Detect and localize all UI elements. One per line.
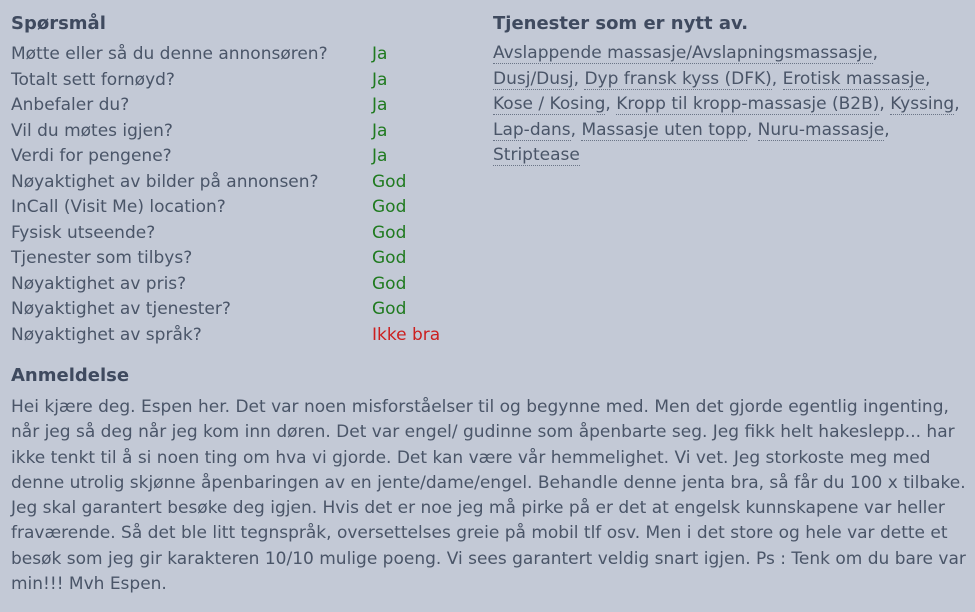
question-label: Tjenester som tilbys? bbox=[11, 248, 193, 268]
service-link[interactable]: Striptease bbox=[493, 145, 580, 165]
question-row bbox=[11, 323, 481, 349]
answer-value: God bbox=[372, 222, 407, 243]
question-label: Fysisk utseende? bbox=[11, 222, 156, 243]
question-label: Vil du møtes igjen? bbox=[11, 120, 173, 141]
review-text: Hei kjære deg. Espen her. Det var noen misforståelser til og begynne med. Men det gjorde egentlig ingenting, når jeg så deg når jeg kom inn døren. Det var engel/ gudinne som åpenbarte seg. Jeg fikk helt hakeslepp... har ikke tenkt til å si noen ting om hva vi gjorde. Det kan være vår hemmelighet. Vi vet. Jeg storkoste meg med denne utrolig skjønne åpenbaringen av en jente/dame/engel. Behandle denne jenta bra, så får du 100 x tilbake. Jeg skal garantert besøke deg igjen. Hvis det er noe jeg må pirke på er det at engelsk kunnskapene var heller fraværende. Så det ble litt tegnspråk, oversettelses greie på mobil tlf osv. Men i det store og hele var dette et besøk som jeg gir karakteren 10/10 mulige poeng. Vi sees garantert veldig snart igjen. Ps : Tenk om du bare var min!!! Mvh Espen. bbox=[11, 397, 966, 595]
services-heading: Tjenester som er nytt av. bbox=[493, 13, 749, 34]
service-link[interactable]: Kropp til kropp-massasje (B2B) bbox=[616, 94, 880, 114]
service-link[interactable]: Dusj/Dusj bbox=[493, 68, 574, 89]
question-label: Totalt sett fornøyd? bbox=[11, 69, 175, 90]
answer-value: Ja bbox=[372, 95, 388, 115]
question-label: Anbefaler du? bbox=[11, 95, 130, 115]
question-row bbox=[11, 246, 481, 272]
service-link[interactable]: Nuru-massasje bbox=[757, 119, 885, 140]
question-row bbox=[11, 272, 481, 298]
question-row bbox=[11, 144, 481, 170]
service-link[interactable]: Massasje uten topp bbox=[581, 119, 747, 140]
answer-value: God bbox=[372, 197, 407, 217]
question-label: Nøyaktighet av tjenester? bbox=[11, 299, 231, 319]
service-link[interactable]: Kyssing bbox=[890, 94, 955, 114]
review-heading: Anmeldelse bbox=[11, 365, 130, 386]
service-link[interactable]: Kose / Kosing bbox=[493, 94, 606, 114]
questions-heading: Spørsmål bbox=[11, 13, 106, 34]
answer-value: God bbox=[372, 299, 407, 319]
question-row bbox=[11, 68, 481, 94]
question-row bbox=[11, 170, 481, 196]
answer-value: Ja bbox=[372, 69, 388, 90]
service-link[interactable]: Lap-dans bbox=[493, 119, 571, 140]
question-label: Nøyaktighet av språk? bbox=[11, 324, 202, 345]
question-label: Nøyaktighet av bilder på annonsen? bbox=[11, 171, 319, 192]
question-row bbox=[11, 195, 481, 221]
answer-value: God bbox=[372, 273, 407, 294]
questions-list bbox=[11, 42, 481, 348]
service-link[interactable]: Erotisk massasje bbox=[782, 68, 925, 89]
question-label: InCall (Visit Me) location? bbox=[11, 197, 226, 217]
answer-value: Ja bbox=[372, 120, 388, 141]
question-label: Møtte eller så du denne annonsøren? bbox=[11, 44, 328, 64]
answer-value: Ja bbox=[372, 44, 388, 64]
service-link[interactable]: Avslappende massasje/Avslapningsmassasje bbox=[493, 43, 873, 63]
service-link[interactable]: Dyp fransk kyss (DFK) bbox=[584, 68, 772, 89]
answer-value: God bbox=[372, 248, 407, 268]
question-row bbox=[11, 93, 481, 119]
answer-value: God bbox=[372, 171, 407, 192]
question-row bbox=[11, 297, 481, 323]
services-list: Avslappende massasje/Avslapningsmassasje, Dusj/Dusj, Dyp fransk kyss (DFK), Erotisk massasje, Kose / Kosing, Kropp til kropp-massasje (B2B), Kyssing, Lap-dans, Massasje uten topp, Nuru-massasje, Striptease bbox=[493, 43, 960, 165]
answer-value: Ikke bra bbox=[372, 324, 441, 345]
question-label: Verdi for pengene? bbox=[11, 146, 172, 166]
question-row bbox=[11, 119, 481, 145]
question-row bbox=[11, 42, 481, 68]
question-row bbox=[11, 221, 481, 247]
question-label: Nøyaktighet av pris? bbox=[11, 273, 187, 294]
answer-value: Ja bbox=[372, 146, 388, 166]
